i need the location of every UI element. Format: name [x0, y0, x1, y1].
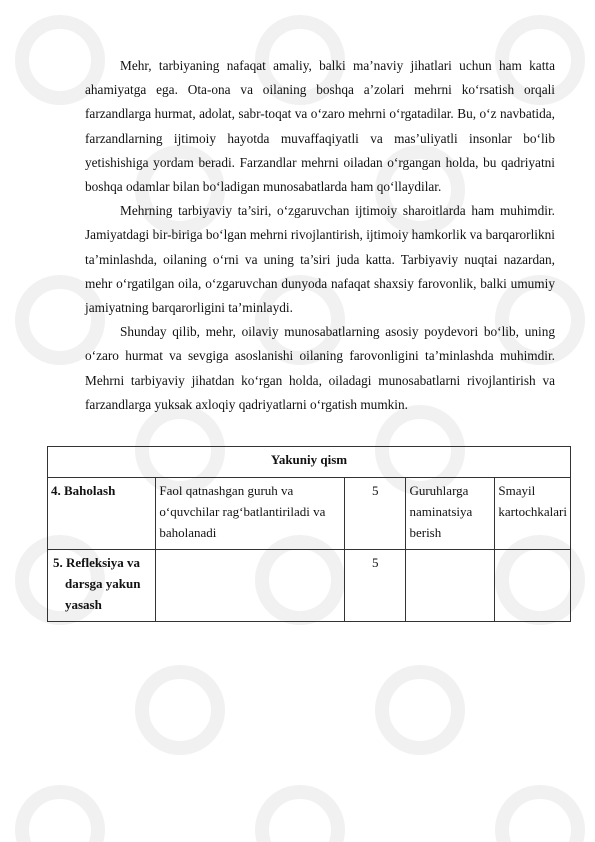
- method-cell: [406, 550, 495, 622]
- stage-cell: 4. Baholash: [48, 478, 156, 550]
- activity-cell: Faol qatnashgan guruh va o‘quvchilar rag‘batlantiriladi va baholanadi: [156, 478, 345, 550]
- material-cell: Smayil kartochkalari: [495, 478, 571, 550]
- table-row: [48, 478, 571, 550]
- body-text: [85, 54, 555, 417]
- method-cell: Guruhlarga naminatsiya berish: [406, 478, 495, 550]
- paragraph-2: Mehrning tarbiyaviy ta’siri, o‘zgaruvchan ijtimoiy sharoitlarda ham muhimdir. Jamiyatdagi bir-biriga bo‘lgan mehrni rivojlantirish, ijtimoiy hamkorlik va barqarorlikni ta’minlashda, oilaning o‘rni va uning ta’siri juda katta. Tarbiyaviy nuqtai nazardan, mehr o‘rgatilgan oila, o‘zgaruvchan dunyoda nafaqat shaxsiy farovonlik, balki umumiy jamiyatning barqarorligini ta’minlaydi.: [85, 203, 555, 316]
- paragraph-1: Mehr, tarbiyaning nafaqat amaliy, balki ma’naviy jihatlari uchun ham katta ahamiyatga ega. Ota-ona va oilaning boshqa a’zolari mehrni ko‘rsatish orqali farzandlarga hurmat, adolat, sabr-toqat va o‘zaro mehrni o‘rgatadilar. Bu, o‘z navbatida, farzandlarning ijtimoiy hayotda muvaffaqiyatli va mas’uliyatli insonlar bo‘lib yetishishiga yordam beradi. Farzandlar mehrni oiladan o‘rgangan holda, bu qadriyatni boshqa odamlar bilan bo‘ladigan munosabatlarda ham qo‘llaydilar.: [85, 58, 555, 195]
- lesson-table: [47, 446, 571, 622]
- activity-cell: [156, 550, 345, 622]
- table-row: [48, 550, 571, 622]
- table-header-row: [48, 447, 571, 478]
- table-header: Yakuniy qism: [48, 447, 571, 478]
- stage-cell: [48, 550, 156, 622]
- stage-label: 5. Refleksiya va darsga yakun yasash: [53, 555, 141, 612]
- paragraph-3: Shunday qilib, mehr, oilaviy munosabatlarning asosiy poydevori bo‘lib, uning o‘zaro hurmat va sevgiga asoslanishi oilaning farovonligini ta’minlashda muhimdir. Mehrni tarbiyaviy jihatdan ko‘rgan holda, oiladagi munosabatlarni rivojlantirish va farzandlarga yuksak axloqiy qadriyatlarni o‘rgatish mumkin.: [85, 324, 555, 412]
- minutes-cell: 5: [345, 478, 406, 550]
- material-cell: [495, 550, 571, 622]
- minutes-cell: 5: [345, 550, 406, 622]
